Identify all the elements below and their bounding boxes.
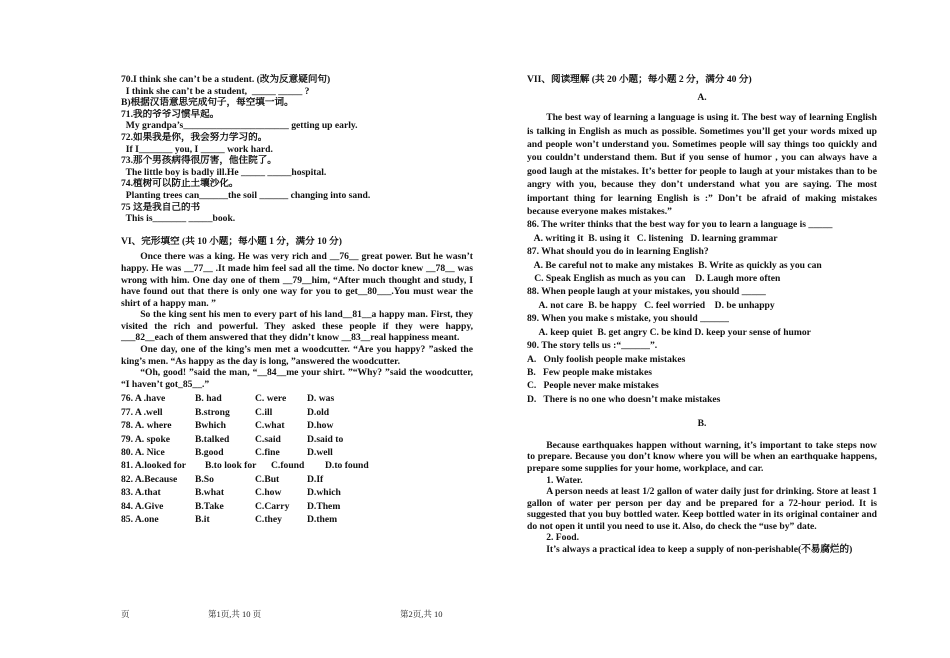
option-row: [121, 513, 473, 526]
option-d: D.Them: [307, 500, 341, 512]
option-c: C.found: [271, 460, 305, 472]
option-c: C.what: [255, 420, 285, 432]
questions-a: [527, 218, 877, 406]
option-c: C. were: [255, 393, 287, 405]
q72-chinese: 72.如果我是你，我会努力学习的。: [121, 131, 268, 143]
q73-chinese: 73.那个男孩病得很厉害，他住院了。: [121, 155, 277, 167]
option-b: Bwhich: [195, 420, 226, 432]
option-b: B.to look for: [205, 460, 257, 472]
option-a: 78. A. where: [121, 420, 172, 432]
cloze-options: [121, 392, 473, 526]
option-c: C.ill: [255, 406, 273, 418]
option-b: B.what: [195, 487, 225, 499]
option-a: 84. A.Give: [121, 500, 164, 512]
option-row: [121, 473, 473, 486]
option-row: [121, 459, 473, 472]
q74-chinese: 74.植树可以防止土壤沙化。: [121, 178, 239, 190]
section-b-heading: B)根据汉语意思完成句子，每空填一词。: [121, 97, 294, 109]
option-b: B.talked: [195, 433, 230, 445]
option-row: [121, 433, 473, 446]
option-a: 77. A .well: [121, 406, 163, 418]
option-b: B.it: [195, 514, 210, 526]
cloze-paragraph-1: Once there was a king. He was very rich and __76__ great power. But he wasn’t happy. He was __77__ .It made him feel sad all the time. No doctor knew __78__ was wrong with him. One day one of them __79__him, “After much thought and study, I have found out that there is only one way for you to get__80___.You must wear the shirt of a happy man. ”: [121, 251, 473, 309]
option-a: 85. A.one: [121, 514, 159, 526]
q70-instruction: 70.I think she can’t be a student. (改为反意疑问句): [121, 74, 331, 85]
option-b: B.good: [195, 447, 224, 459]
option-row: [121, 419, 473, 432]
q70-line: I think she can’t be a student, _____ _____ ?: [121, 85, 310, 97]
q88: 88. When people laugh at your mistakes, you should _____: [527, 286, 766, 298]
q86: 86. The writer thinks that the best way for you to learn a language is _____: [527, 219, 833, 231]
q88-options: A. not care B. be happy C. feel worried D. be unhappy: [527, 299, 775, 311]
option-row: [121, 500, 473, 513]
q71-english: My grandpa’s______________________ getting up early.: [121, 120, 358, 132]
option-a: 76. A .have: [121, 393, 166, 405]
q87-options-1: A. Be careful not to make any mistakes B. Write as quickly as you can: [527, 259, 822, 271]
cloze-paragraph-3: One day, one of the king’s men met a woodcutter. “Are you happy? ”asked the king’s men. “As happy as the day is long, ”answered the woodcutter.: [121, 344, 473, 367]
q74-english: Planting trees can______the soil ______ changing into sand.: [121, 189, 371, 201]
item-water-heading: 1. Water.: [546, 474, 583, 486]
option-d: D.well: [307, 447, 333, 459]
item-food-text: It’s always a practical idea to keep a supply of non-perishable(不易腐烂的): [546, 544, 853, 556]
q89: 89. When you make s mistake, you should ______: [527, 313, 729, 325]
cloze-paragraph-2: So the king sent his men to every part of his land__81__a happy man. First, they visited the rich and powerful. They asked these people if they were happy, ___82__each of them answered that they didn’t know __83__real happiness meant.: [121, 309, 473, 344]
footer-page-2: 第2页,共 10: [400, 609, 443, 619]
footer-page-1: 第1页,共 10 页: [208, 609, 262, 619]
option-b: B.strong: [195, 406, 230, 418]
option-d: D.old: [307, 406, 330, 418]
q90-option-b: B. Few people make mistakes: [527, 366, 652, 378]
option-a: 81. A.looked for: [121, 460, 187, 472]
q75-english: This is_______ _____book.: [121, 213, 236, 225]
passage-a: The best way of learning a language is using it. The best way of learning English is talking in English as much as possible. Sometimes you’ll get your words mixed up and people won’t understand you. Sometimes people will say things too quickly and you couldn’t understand them. But if you sense of humor , you can always have a good laugh at the mistakes. It’s better for people to laugh at your mistakes than to be angry with you, because they don’t understand what you are saying. The most important thing for learning English is :” Don’t be afraid of making mistakes because everyone makes mistakes.”: [527, 112, 877, 218]
option-d: D.said to: [307, 433, 344, 445]
cloze-paragraph-4: “Oh, good! ”said the man, “__84__me your shirt. ”“Why? ”said the woodcutter, “I haven’t got_85__.”: [121, 367, 473, 390]
q73-english: The little boy is badly ill.He _____ _____hospital.: [121, 166, 327, 178]
q71-chinese: 71.我的爷爷习惯早起。: [121, 108, 220, 120]
option-a: 80. A. Nice: [121, 447, 165, 459]
option-c: C.fine: [255, 447, 280, 459]
option-d: D.to found: [325, 460, 369, 472]
option-a: 83. A.that: [121, 487, 161, 499]
option-b: B.So: [195, 473, 214, 485]
part-a-label: A.: [697, 91, 707, 103]
option-c: C.how: [255, 487, 282, 499]
q87: 87. What should you do in learning English?: [527, 246, 709, 258]
cloze-heading: VI、完形填空 (共 10 小题；每小题 1 分，满分 10 分): [121, 235, 342, 247]
option-row: [121, 406, 473, 419]
option-c: C.Carry: [255, 500, 290, 512]
left-column: [121, 74, 473, 527]
reading-heading: VII、阅读理解 (共 20 小题；每小题 2 分，满分 40 分): [527, 74, 752, 85]
option-c: C.they: [255, 514, 282, 526]
q90-option-d: D. There is no one who doesn’t make mistakes: [527, 393, 721, 405]
q89-options: A. keep quiet B. get angry C. be kind D. keep your sense of humor: [527, 326, 811, 338]
q75-chinese: 75 这是我自己的书: [121, 201, 201, 213]
option-a: 82. A.Because: [121, 473, 178, 485]
option-row: [121, 486, 473, 499]
q86-options: A. writing it B. using it C. listening D. learning grammar: [527, 232, 778, 244]
option-d: D.them: [307, 514, 338, 526]
item-water-text: A person needs at least 1/2 gallon of water daily just for drinking. Store at least 1 gallon of water per person per day and be prepared for a 72-hour period. It is suggested that you buy bottled water. Keep bottled water in its original container and do not open it until you need to use it. Also, do check the “use by” date.: [527, 486, 877, 532]
q87-options-2: C. Speak English as much as you can D. Laugh more often: [527, 273, 781, 285]
option-b: B. had: [195, 393, 222, 405]
option-row: [121, 392, 473, 405]
option-b: B.Take: [195, 500, 224, 512]
option-row: [121, 446, 473, 459]
q90: 90. The story tells us :“______”.: [527, 340, 658, 352]
footer-left-mark: 页: [121, 609, 130, 619]
option-a: 79. A. spoke: [121, 433, 171, 445]
q72-english: If I_______ you, I _____ work hard.: [121, 143, 273, 155]
option-c: C.said: [255, 433, 281, 445]
option-d: D.If: [307, 473, 324, 485]
item-food-heading: 2. Food.: [546, 532, 579, 544]
q90-option-a: A. Only foolish people make mistakes: [527, 353, 686, 365]
passage-b-intro: Because earthquakes happen without warning, it’s important to take steps now to prepare. Because you don’t know where you will be when an earthquake happens, prepare some supplies for your home, workplace, and car.: [527, 439, 877, 474]
q90-option-c: C. People never make mistakes: [527, 380, 659, 392]
option-d: D.how: [307, 420, 334, 432]
part-b-label: B.: [697, 418, 707, 430]
option-c: C.But: [255, 473, 280, 485]
right-column: [527, 74, 877, 556]
option-d: D. was: [307, 393, 335, 405]
option-d: D.which: [307, 487, 341, 499]
